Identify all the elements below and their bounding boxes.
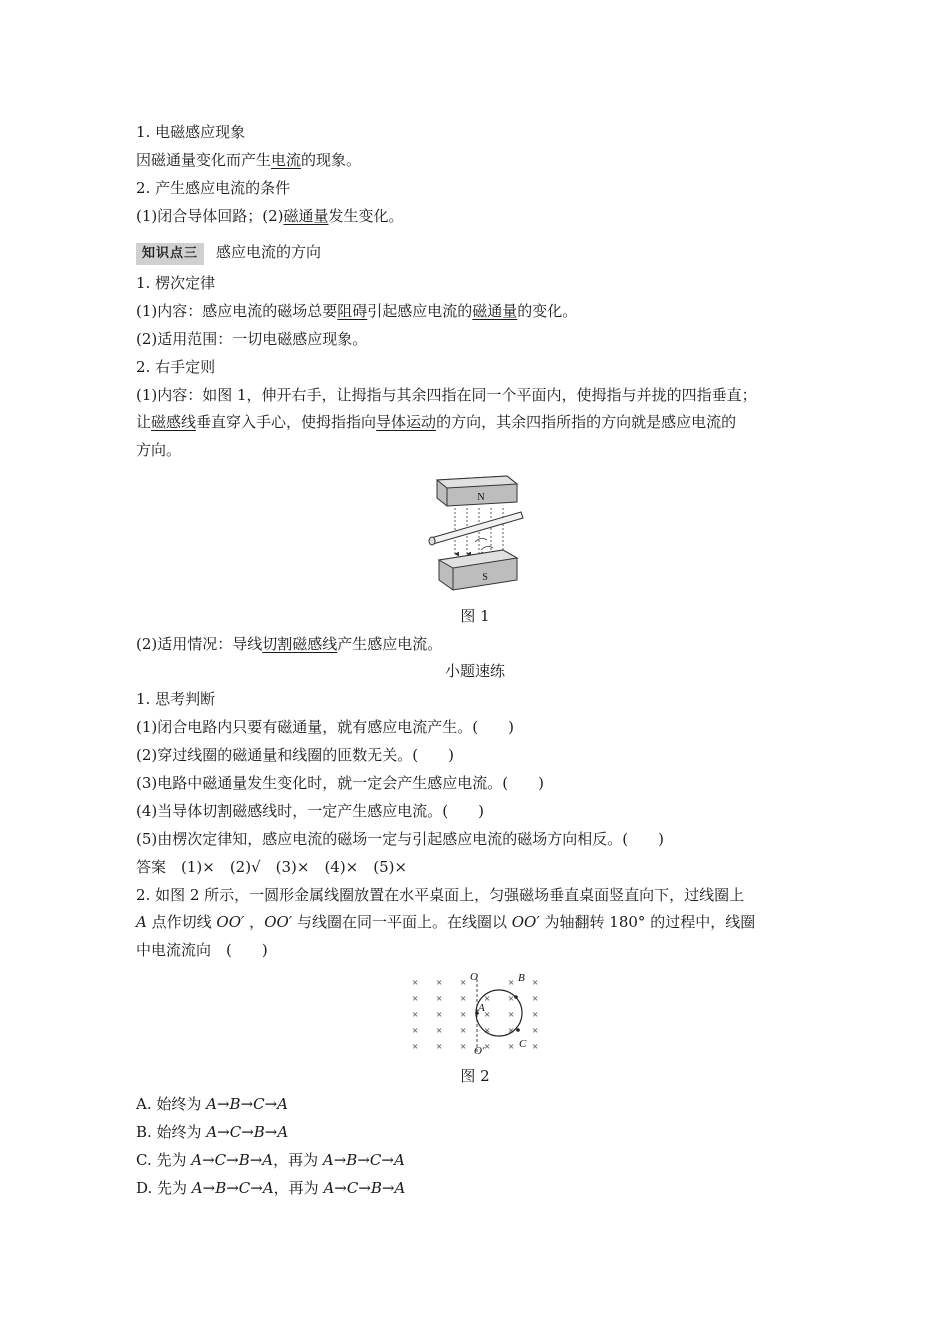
underlined-term: 磁通量 bbox=[283, 207, 329, 225]
field-cross-icon: × bbox=[508, 1041, 515, 1053]
field-cross-icon: × bbox=[460, 993, 467, 1005]
option-label: C. 先为 bbox=[136, 1151, 192, 1169]
judgment-item-4: (4)当导体切割磁感线时，一定产生感应电流。( ) bbox=[136, 802, 484, 820]
field-cross-icon: × bbox=[508, 993, 515, 1005]
current-path: A→B→C→A bbox=[191, 1179, 274, 1197]
paragraph-definition bbox=[136, 150, 361, 170]
south-pole-block bbox=[439, 550, 517, 590]
problem-2-line2 bbox=[136, 912, 755, 932]
option-d[interactable] bbox=[136, 1178, 405, 1198]
figure-1-caption: 图 1 bbox=[460, 607, 490, 625]
option-label: D. 先为 bbox=[136, 1179, 192, 1197]
knowledge-point-title: 感应电流的方向 bbox=[216, 243, 322, 261]
field-cross-icon: × bbox=[532, 1025, 539, 1037]
underlined-term: 磁感线 bbox=[151, 413, 197, 431]
south-label: S bbox=[482, 572, 488, 583]
paragraph-rhr-application bbox=[136, 634, 442, 654]
option-a[interactable] bbox=[136, 1094, 288, 1114]
figure-1-magnet-diagram bbox=[425, 472, 525, 600]
paragraph-conditions bbox=[136, 206, 404, 226]
option-c[interactable] bbox=[136, 1150, 405, 1170]
field-cross-icon: × bbox=[484, 993, 491, 1005]
field-cross-icon: × bbox=[436, 1041, 443, 1053]
axis-label: OO′ bbox=[216, 913, 245, 931]
field-cross-icon: × bbox=[412, 977, 419, 989]
motion-arrows bbox=[475, 538, 493, 550]
conductor-rod bbox=[429, 512, 523, 545]
text: 点作切线 bbox=[146, 913, 217, 931]
judgment-answer: 答案 (1)× (2)√ (3)× (4)× (5)× bbox=[136, 858, 408, 876]
paragraph-lenz-scope: (2)适用范围：一切电磁感应现象。 bbox=[136, 330, 368, 348]
heading-lenz-law: 1. 楞次定律 bbox=[136, 274, 216, 292]
text: 为轴翻转 180° 的过程中，线圈 bbox=[539, 913, 756, 931]
field-cross-icon: × bbox=[508, 977, 515, 989]
field-cross-icon: × bbox=[508, 1009, 515, 1021]
field-cross-icon: × bbox=[484, 1041, 491, 1053]
text: ，再为 bbox=[273, 1151, 323, 1169]
field-cross-icon: × bbox=[484, 1009, 491, 1021]
underlined-term: 导体运动 bbox=[376, 413, 437, 431]
field-cross-icon: × bbox=[412, 1009, 419, 1021]
text: 产生感应电流。 bbox=[337, 635, 443, 653]
practice-title: 小题速练 bbox=[444, 662, 505, 680]
current-path: A→B→C→A bbox=[322, 1151, 405, 1169]
text: (2)适用情况：导线 bbox=[136, 635, 263, 653]
point-c-dot bbox=[516, 1028, 520, 1032]
current-path: A→C→B→A bbox=[206, 1123, 289, 1141]
problem-2-line1: 2. 如图 2 所示，一圆形金属线圈放置在水平桌面上，匀强磁场垂直桌面竖直向下，过线圈上 bbox=[136, 886, 745, 904]
option-b[interactable] bbox=[136, 1122, 288, 1142]
underlined-term: 阻碍 bbox=[337, 302, 368, 320]
text: (1)内容：感应电流的磁场总要 bbox=[136, 302, 338, 320]
field-cross-icon: × bbox=[412, 993, 419, 1005]
figure-2-caption: 图 2 bbox=[460, 1067, 490, 1085]
field-cross-icon: × bbox=[532, 1041, 539, 1053]
text: 的方向，其余四指所指的方向就是感应电流的 bbox=[436, 413, 737, 431]
field-cross-icon: × bbox=[436, 1025, 443, 1037]
text: ，再为 bbox=[273, 1179, 324, 1197]
label-o: O bbox=[470, 971, 478, 983]
paragraph-rhr-line1: (1)内容：如图 1，伸开右手，让拇指与其余四指在同一个平面内，使拇指与并拢的四指垂直； bbox=[136, 386, 757, 404]
text: 的现象。 bbox=[301, 151, 362, 169]
text: 垂直穿入手心，使拇指指向 bbox=[196, 413, 377, 431]
field-cross-icon: × bbox=[436, 993, 443, 1005]
field-cross-icon: × bbox=[460, 1025, 467, 1037]
text: 与线圈在同一平面上。在线圈以 bbox=[292, 913, 512, 931]
field-cross-icon: × bbox=[412, 1025, 419, 1037]
paragraph-rhr-line2 bbox=[136, 412, 736, 432]
field-cross-icon: × bbox=[412, 1041, 419, 1053]
field-cross-icon: × bbox=[532, 977, 539, 989]
option-label: B. 始终为 bbox=[136, 1123, 207, 1141]
judgment-item-2: (2)穿过线圈的磁通量和线圈的匝数无关。( ) bbox=[136, 746, 454, 764]
field-cross-icon: × bbox=[460, 1041, 467, 1053]
label-c: C bbox=[519, 1038, 527, 1050]
field-cross-icon: × bbox=[436, 1009, 443, 1021]
text: ， bbox=[244, 913, 265, 931]
knowledge-point-badge: 知识点三 bbox=[136, 243, 204, 265]
field-cross-icon: × bbox=[508, 1025, 515, 1037]
problem-2-line3: 中电流流向 ( ) bbox=[136, 941, 268, 959]
field-cross-icon: × bbox=[460, 1009, 467, 1021]
heading-conditions: 2. 产生感应电流的条件 bbox=[136, 179, 291, 197]
current-path: A→C→B→A bbox=[191, 1151, 274, 1169]
current-path: A→C→B→A bbox=[323, 1179, 406, 1197]
text: 让 bbox=[136, 413, 152, 431]
label-b: B bbox=[518, 972, 525, 984]
text: 的变化。 bbox=[517, 302, 578, 320]
knowledge-point-header bbox=[136, 242, 321, 265]
field-cross-icon: × bbox=[460, 977, 467, 989]
option-label: A. 始终为 bbox=[136, 1095, 207, 1113]
judgment-item-3: (3)电路中磁通量发生变化时，就一定会产生感应电流。( ) bbox=[136, 774, 544, 792]
underlined-term: 切割磁感线 bbox=[262, 635, 338, 653]
current-path: A→B→C→A bbox=[206, 1095, 289, 1113]
point-label: A bbox=[136, 913, 147, 931]
judgment-item-1: (1)闭合电路内只要有磁通量，就有感应电流产生。( ) bbox=[136, 718, 514, 736]
label-o-prime: O′ bbox=[474, 1045, 485, 1057]
point-b-dot bbox=[514, 995, 518, 999]
underlined-term: 电流 bbox=[271, 151, 302, 169]
figure-2-coil-diagram bbox=[406, 968, 546, 1058]
paragraph-rhr-line3: 方向。 bbox=[136, 441, 182, 459]
underlined-term: 磁通量 bbox=[472, 302, 518, 320]
paragraph-lenz-content bbox=[136, 301, 577, 321]
judgment-item-5: (5)由楞次定律知，感应电流的磁场一定与引起感应电流的磁场方向相反。( ) bbox=[136, 830, 664, 848]
axis-label: OO′ bbox=[511, 913, 540, 931]
heading-right-hand-rule: 2. 右手定则 bbox=[136, 358, 216, 376]
axis-label: OO′ bbox=[264, 913, 293, 931]
heading-em-induction: 1. 电磁感应现象 bbox=[136, 123, 246, 141]
text: 因磁通量变化而产生 bbox=[136, 151, 272, 169]
text: (1)闭合导体回路；(2) bbox=[136, 207, 284, 225]
field-cross-icon: × bbox=[532, 993, 539, 1005]
text: 发生变化。 bbox=[328, 207, 404, 225]
field-cross-icon: × bbox=[532, 1009, 539, 1021]
field-cross-icon: × bbox=[484, 1025, 491, 1037]
field-cross-icon: × bbox=[436, 977, 443, 989]
north-pole-block bbox=[437, 476, 517, 506]
text: 引起感应电流的 bbox=[367, 302, 473, 320]
label-a: A bbox=[478, 1002, 485, 1014]
north-label: N bbox=[477, 492, 485, 503]
heading-judgment: 1. 思考判断 bbox=[136, 690, 216, 708]
